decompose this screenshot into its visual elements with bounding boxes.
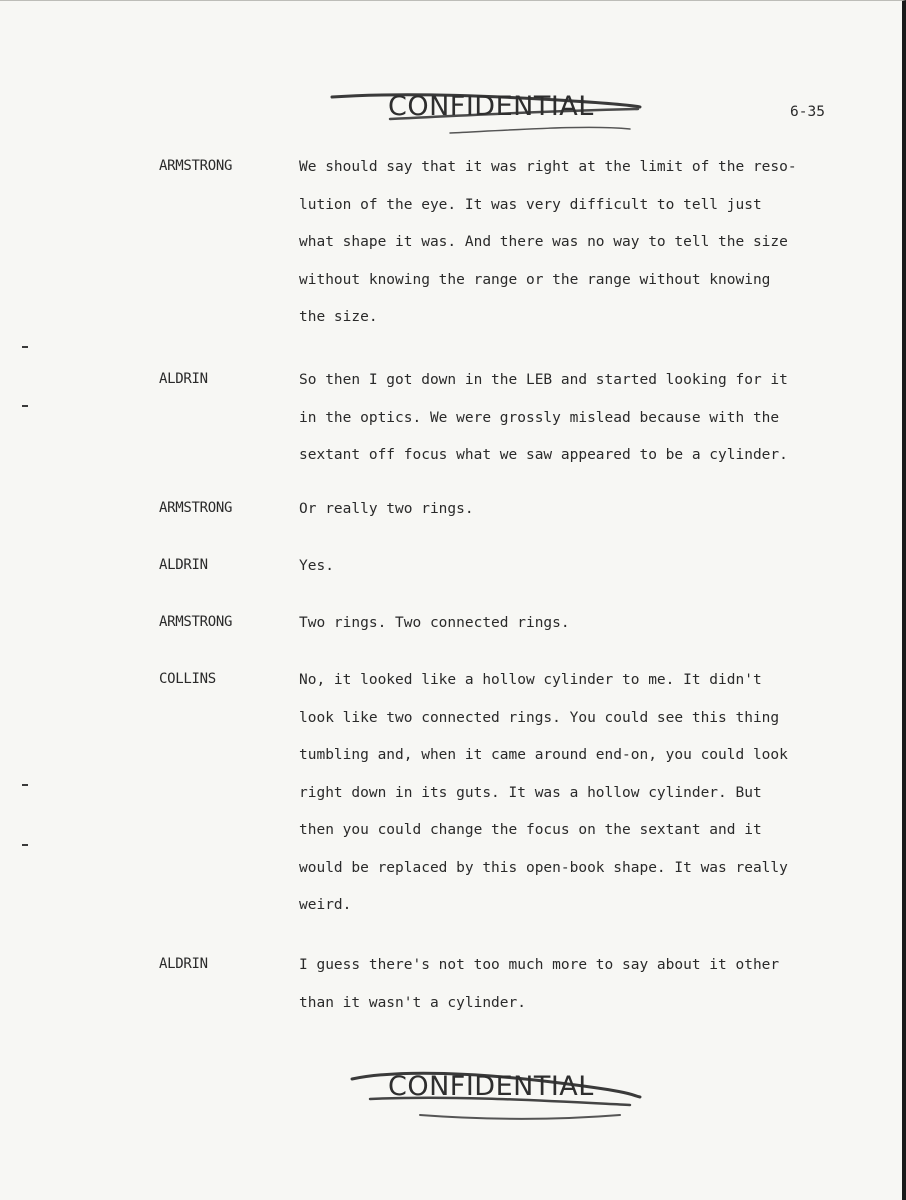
speaker-label: ALDRIN	[159, 371, 208, 387]
speaker-label: ALDRIN	[159, 557, 208, 573]
stamp-text-top: CONFIDENTIAL	[388, 91, 594, 122]
speech-text: We should say that it was right at the limit of the reso- lution of the eye. It was very difficult to tell just what shape it was. And there was no way to tell the size without knowing the range or the range without knowing the size.	[299, 159, 797, 325]
speaker-label: ARMSTRONG	[159, 158, 233, 174]
speaker-label: ARMSTRONG	[159, 614, 233, 630]
margin-mark	[22, 844, 28, 846]
speech-text: I guess there's not too much more to say about it other than it wasn't a cylinder.	[299, 957, 780, 1011]
confidential-stamp-bottom	[330, 1065, 650, 1125]
margin-mark	[22, 405, 28, 407]
speech-text: Two rings. Two connected rings.	[299, 615, 570, 631]
speech-text: So then I got down in the LEB and started looking for it in the optics. We were grossly mislead because with the sextant off focus what we saw appeared to be a cylinder.	[299, 372, 788, 463]
speaker-label: ARMSTRONG	[159, 500, 233, 516]
page-number: 6-35	[790, 104, 825, 120]
stamp-text-bottom: CONFIDENTIAL	[388, 1071, 594, 1102]
speech-text: Yes.	[299, 558, 334, 574]
speaker-label: COLLINS	[159, 671, 216, 687]
speech-text: Or really two rings.	[299, 501, 474, 517]
confidential-stamp-top	[330, 85, 650, 145]
speech-text: No, it looked like a hollow cylinder to me. It didn't look like two connected rings. You could see this thing tumbling and, when it came around end-on, you could look right down in its guts. It was a hollow cylinder. But then you could change the focus on the sextant and it would be replaced by this open-book shape. It was really weird.	[299, 672, 788, 913]
speaker-label: ALDRIN	[159, 956, 208, 972]
margin-mark	[22, 346, 28, 348]
margin-mark	[22, 784, 28, 786]
